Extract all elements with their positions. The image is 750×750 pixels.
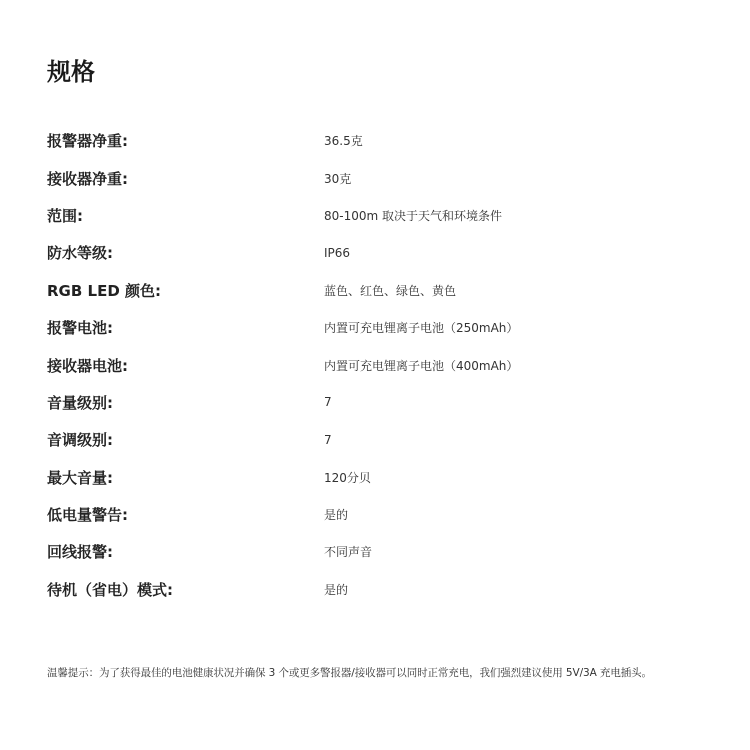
page-title: 规格 bbox=[47, 58, 95, 86]
spec-value: 内置可充电锂离子电池（250mAh） bbox=[324, 321, 519, 336]
spec-label: 报警器净重: bbox=[47, 132, 128, 151]
spec-value: 120分贝 bbox=[324, 470, 371, 485]
spec-value: 80-100m 取决于天气和环境条件 bbox=[324, 208, 503, 223]
spec-label: 音量级别: bbox=[47, 393, 113, 412]
spec-row-alarm-weight bbox=[47, 122, 707, 159]
spec-value: 30克 bbox=[324, 171, 352, 186]
spec-label: RGB LED 颜色: bbox=[47, 281, 161, 300]
spec-row-tone-levels bbox=[47, 421, 707, 458]
spec-label: 防水等级: bbox=[47, 244, 113, 263]
spec-row-low-battery-warning bbox=[47, 496, 707, 533]
spec-value: 内置可充电锂离子电池（400mAh） bbox=[324, 358, 519, 373]
spec-row-max-volume bbox=[47, 459, 707, 496]
spec-row-return-alarm bbox=[47, 533, 707, 570]
spec-label: 接收器电池: bbox=[47, 356, 128, 375]
spec-row-led-colors bbox=[47, 272, 707, 309]
spec-label: 待机（省电）模式: bbox=[47, 580, 173, 599]
spec-label: 报警电池: bbox=[47, 319, 113, 338]
spec-label: 低电量警告: bbox=[47, 506, 128, 525]
spec-row-volume-levels bbox=[47, 384, 707, 421]
spec-row-receiver-weight bbox=[47, 159, 707, 196]
spec-label: 音调级别: bbox=[47, 431, 113, 450]
spec-row-alarm-battery bbox=[47, 309, 707, 346]
spec-value: 是的 bbox=[324, 582, 349, 597]
spec-label: 接收器净重: bbox=[47, 169, 128, 188]
spec-row-standby-mode bbox=[47, 571, 707, 608]
spec-row-waterproof bbox=[47, 234, 707, 271]
spec-row-receiver-battery bbox=[47, 346, 707, 383]
spec-table bbox=[47, 122, 707, 608]
charging-tip-footnote: 温馨提示：为了获得最佳的电池健康状况并确保 3 个或更多警报器/接收器可以同时正常充电，我们强烈建议使用 5V/3A 充电插头。 bbox=[47, 666, 652, 679]
spec-row-range bbox=[47, 197, 707, 234]
spec-label: 最大音量: bbox=[47, 468, 113, 487]
spec-value: 7 bbox=[324, 395, 332, 410]
spec-value: 蓝色、红色、绿色、黄色 bbox=[324, 283, 457, 298]
spec-value: 是的 bbox=[324, 508, 349, 523]
spec-value: 36.5克 bbox=[324, 134, 363, 149]
spec-label: 范围: bbox=[47, 206, 83, 225]
spec-value: 不同声音 bbox=[324, 545, 373, 560]
spec-value: IP66 bbox=[324, 245, 351, 260]
spec-label: 回线报警: bbox=[47, 543, 113, 562]
spec-value: 7 bbox=[324, 432, 332, 447]
